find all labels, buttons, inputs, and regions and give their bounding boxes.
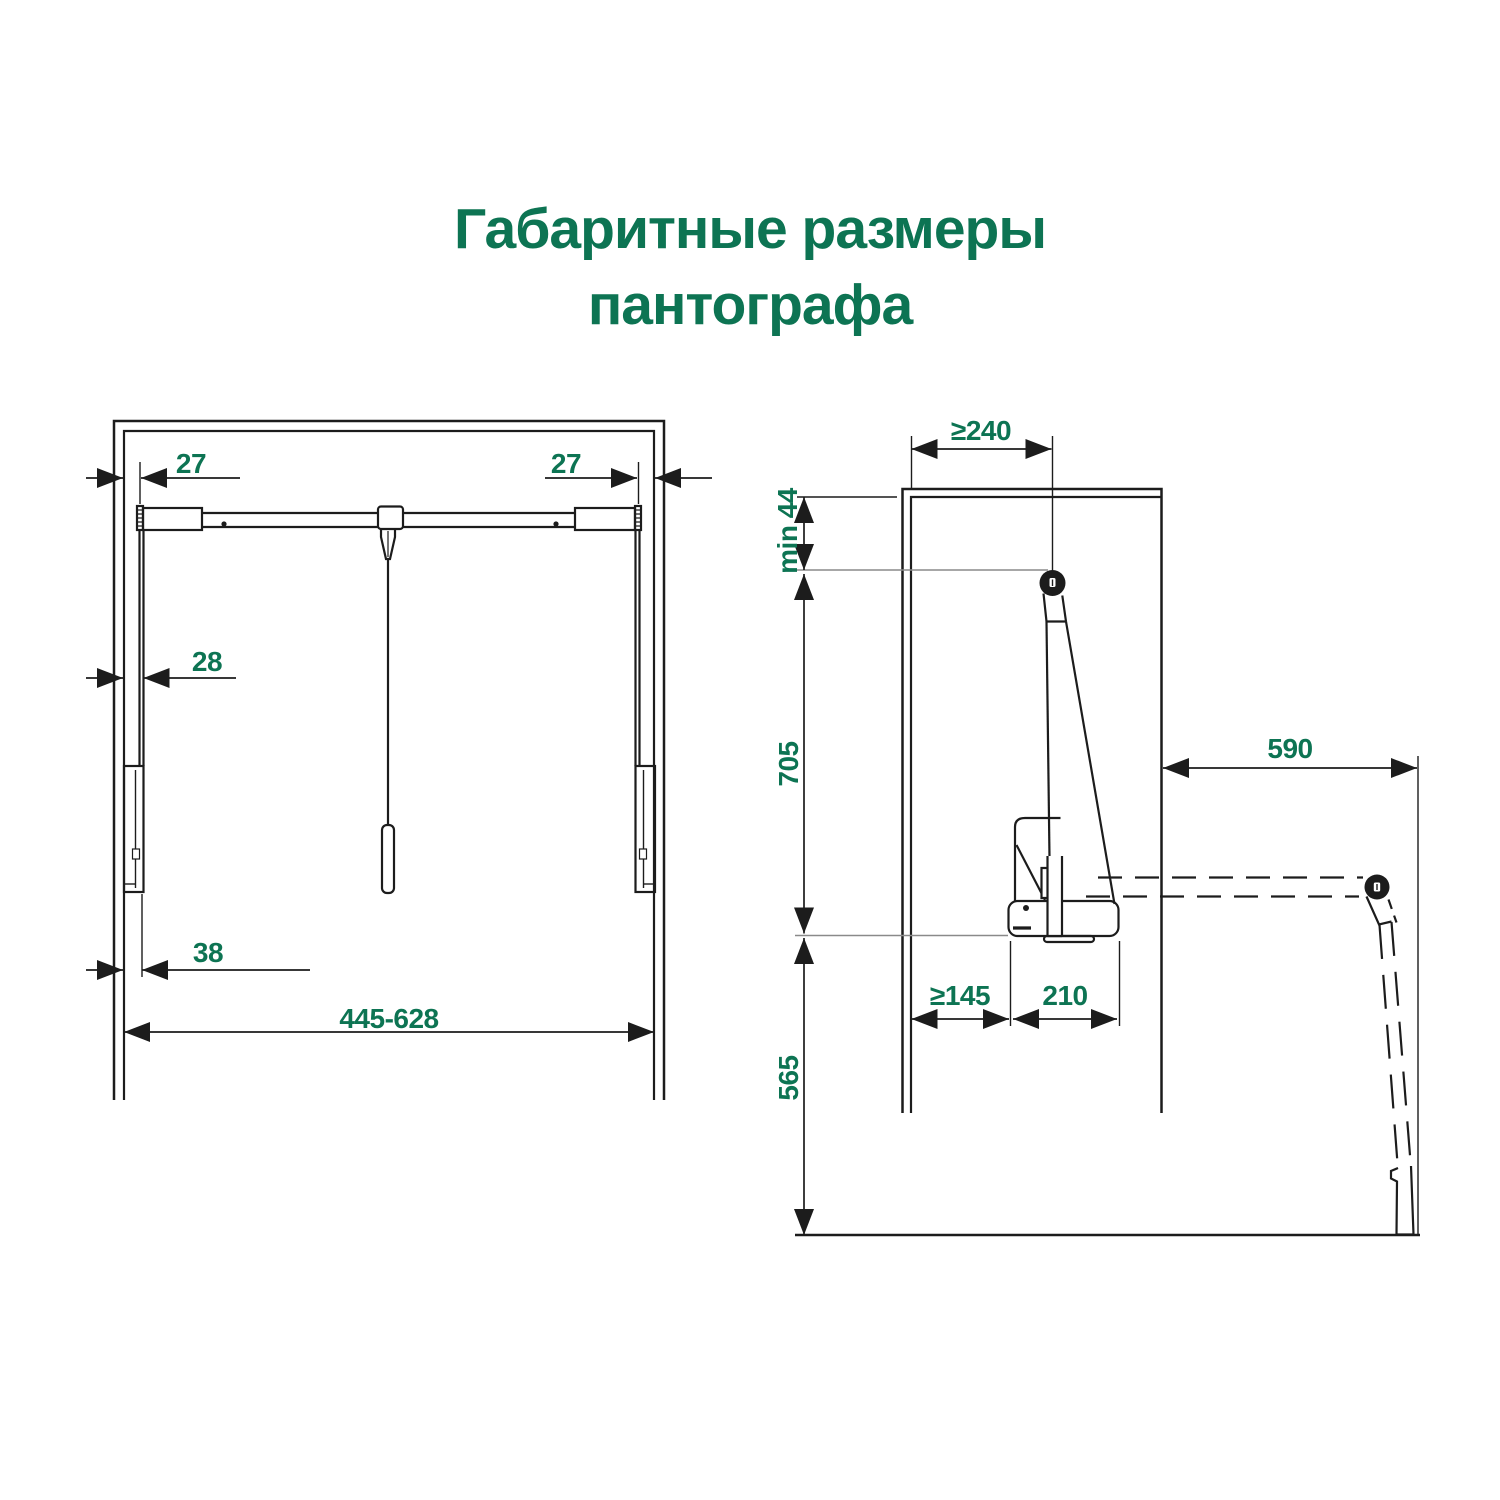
dim-label-min-top-clearance: min 44 bbox=[772, 488, 803, 574]
dim-label-body-depth: 210 bbox=[1042, 980, 1088, 1011]
dim-bracket-depth bbox=[86, 894, 310, 977]
outer-pivot bbox=[1365, 875, 1390, 900]
dim-label-width-range: 445-628 bbox=[339, 1003, 439, 1034]
right-rail bbox=[636, 530, 656, 892]
upper-pivot bbox=[1040, 570, 1066, 596]
dim-label-top-distance: ≥240 bbox=[950, 415, 1012, 446]
dim-label-pull-down-travel: 705 bbox=[773, 741, 804, 787]
dim-arm-reach bbox=[1163, 733, 1418, 1235]
dim-body-depth bbox=[1011, 941, 1120, 1026]
hanging-rod-side bbox=[1367, 897, 1414, 1235]
dim-left-rod-offset bbox=[86, 448, 240, 504]
page-title-line1: Габаритные размеры bbox=[453, 197, 1047, 261]
page-title-line2: пантографа bbox=[587, 272, 913, 337]
hanger-rod bbox=[137, 506, 641, 530]
dim-min-depth bbox=[912, 980, 1010, 1019]
left-rail bbox=[124, 530, 144, 892]
front-view bbox=[86, 421, 712, 1100]
dim-label-left-rod-offset: 27 bbox=[175, 448, 207, 479]
dim-label-arm-reach: 590 bbox=[1267, 733, 1313, 764]
dim-label-right-rod-offset: 27 bbox=[550, 448, 582, 479]
dim-top-distance bbox=[912, 415, 1053, 572]
lift-arm-raised-dashed bbox=[1086, 878, 1397, 923]
dim-label-min-depth: ≥145 bbox=[929, 980, 991, 1011]
dim-label-bracket-depth: 38 bbox=[192, 937, 224, 968]
dim-right-rod-offset bbox=[545, 448, 712, 504]
pull-handle bbox=[382, 825, 394, 893]
pull-cord-assembly bbox=[378, 507, 403, 894]
dim-width-range bbox=[124, 1003, 654, 1034]
side-view bbox=[772, 415, 1420, 1235]
dim-label-floor-distance: 565 bbox=[773, 1055, 804, 1101]
dim-rail-offset bbox=[86, 646, 236, 678]
dim-label-rail-offset: 28 bbox=[191, 646, 223, 677]
